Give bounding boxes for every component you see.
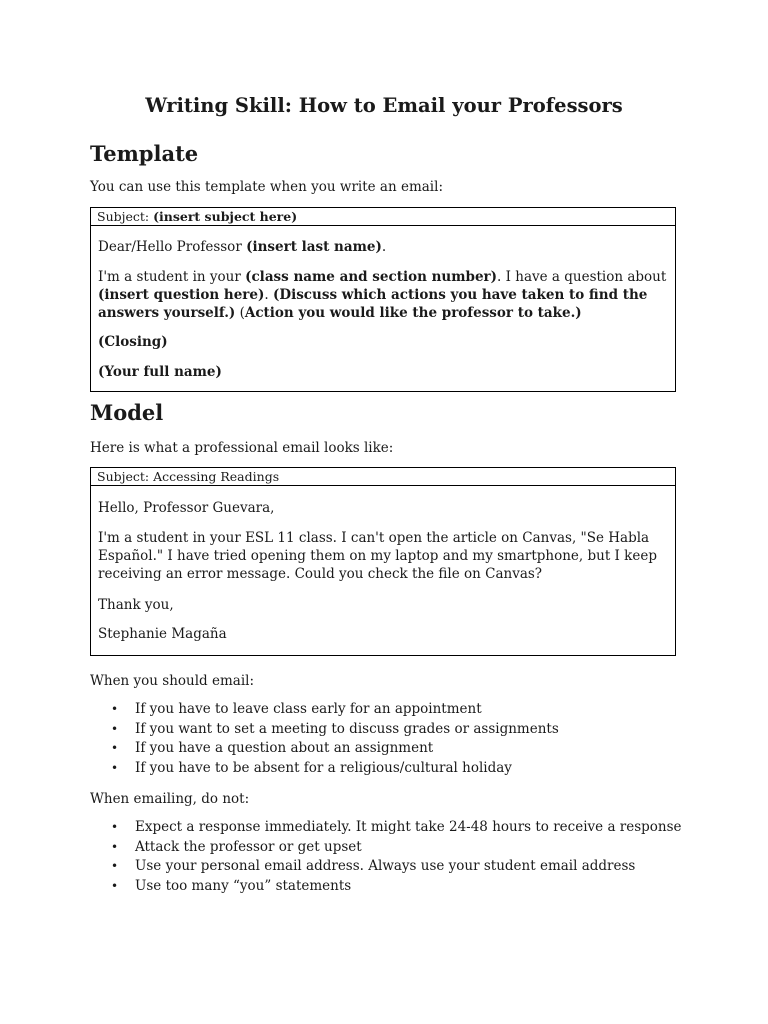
list-item-text: If you have to leave class early for an appointment <box>135 701 482 717</box>
template-greeting-end: . <box>381 239 387 255</box>
list-item-text: Use too many “you” statements <box>135 877 352 894</box>
list-item <box>90 838 682 858</box>
list-item <box>90 739 559 759</box>
list-item-text: Expect a response immediately. It might take 24-48 hours to receive a response <box>135 819 682 835</box>
template-subject-value: (insert subject here) <box>153 209 298 224</box>
bullet-icon: • <box>111 839 119 854</box>
bullet-icon: • <box>111 859 119 874</box>
list-item <box>90 720 559 740</box>
model-intro: Here is what a professional email looks like: <box>90 440 394 456</box>
template-closing <box>98 333 667 351</box>
list-item <box>90 818 682 838</box>
template-body-part: . I have a question about <box>497 269 667 285</box>
model-greeting: Hello, Professor Guevara, <box>98 500 275 516</box>
list-item-text: Use your personal email address. Always use your student email address <box>135 858 636 875</box>
list-item-text: If you have a question about an assignment <box>135 740 434 757</box>
list-item-text: If you have to be absent for a religious/cultural holiday <box>135 759 512 776</box>
template-body-part: I'm a student in your <box>98 269 246 285</box>
template-greeting-bold: (insert last name) <box>246 239 382 255</box>
template-greeting-text: Dear/Hello Professor <box>98 239 247 255</box>
template-name-text: (Your full name) <box>98 364 222 380</box>
model-body: I'm a student in your ESL 11 class. I can't open the article on Canvas, "Se Habla Español." I have tried opening them on my laptop and my smartphone, but I keep receiving an error message. Could you check the file on Canvas? <box>98 530 657 582</box>
bullet-icon: • <box>111 820 119 834</box>
bullet-icon: • <box>111 760 119 775</box>
do-not-list <box>90 818 682 896</box>
list-item-text: Attack the professor or get upset <box>135 838 362 855</box>
template-body-part: . <box>264 287 273 303</box>
template-email-box <box>90 207 676 392</box>
bullet-icon: • <box>111 878 119 893</box>
page-title: Writing Skill: How to Email your Professors <box>145 94 623 117</box>
template-body-bold: (Discuss which actions you have taken to find the answers yourself.) <box>98 287 648 321</box>
list-item-text: If you want to set a meeting to discuss grades or assignments <box>135 720 559 737</box>
bullet-icon: • <box>111 702 119 716</box>
template-body <box>98 268 667 322</box>
bullet-icon: • <box>111 721 119 736</box>
template-closing-text: (Closing) <box>98 334 168 350</box>
template-body-bold: Action you would like the professor to take.) <box>244 305 582 321</box>
model-heading: Model <box>90 400 164 425</box>
list-item <box>90 877 682 897</box>
list-item <box>90 857 682 877</box>
template-intro: You can use this template when you write an email: <box>90 179 443 195</box>
list-item <box>90 759 559 779</box>
template-subject-label: Subject: <box>97 209 154 224</box>
model-subject: Subject: Accessing Readings <box>91 468 675 486</box>
model-closing: Thank you, <box>98 597 174 613</box>
list-item <box>90 700 559 720</box>
when-email-list <box>90 700 559 778</box>
when-email-intro: When you should email: <box>90 673 255 689</box>
model-email-box <box>90 467 676 656</box>
template-body-part: ( <box>235 305 245 321</box>
template-name <box>98 363 667 381</box>
template-subject <box>91 208 675 226</box>
template-body-bold: (class name and section number) <box>245 269 498 285</box>
template-body-bold: (insert question here) <box>98 287 265 303</box>
bullet-icon: • <box>111 741 119 756</box>
template-heading: Template <box>90 141 199 166</box>
template-greeting <box>98 238 667 256</box>
model-signature: Stephanie Magaña <box>98 626 227 642</box>
do-not-intro: When emailing, do not: <box>90 791 250 807</box>
